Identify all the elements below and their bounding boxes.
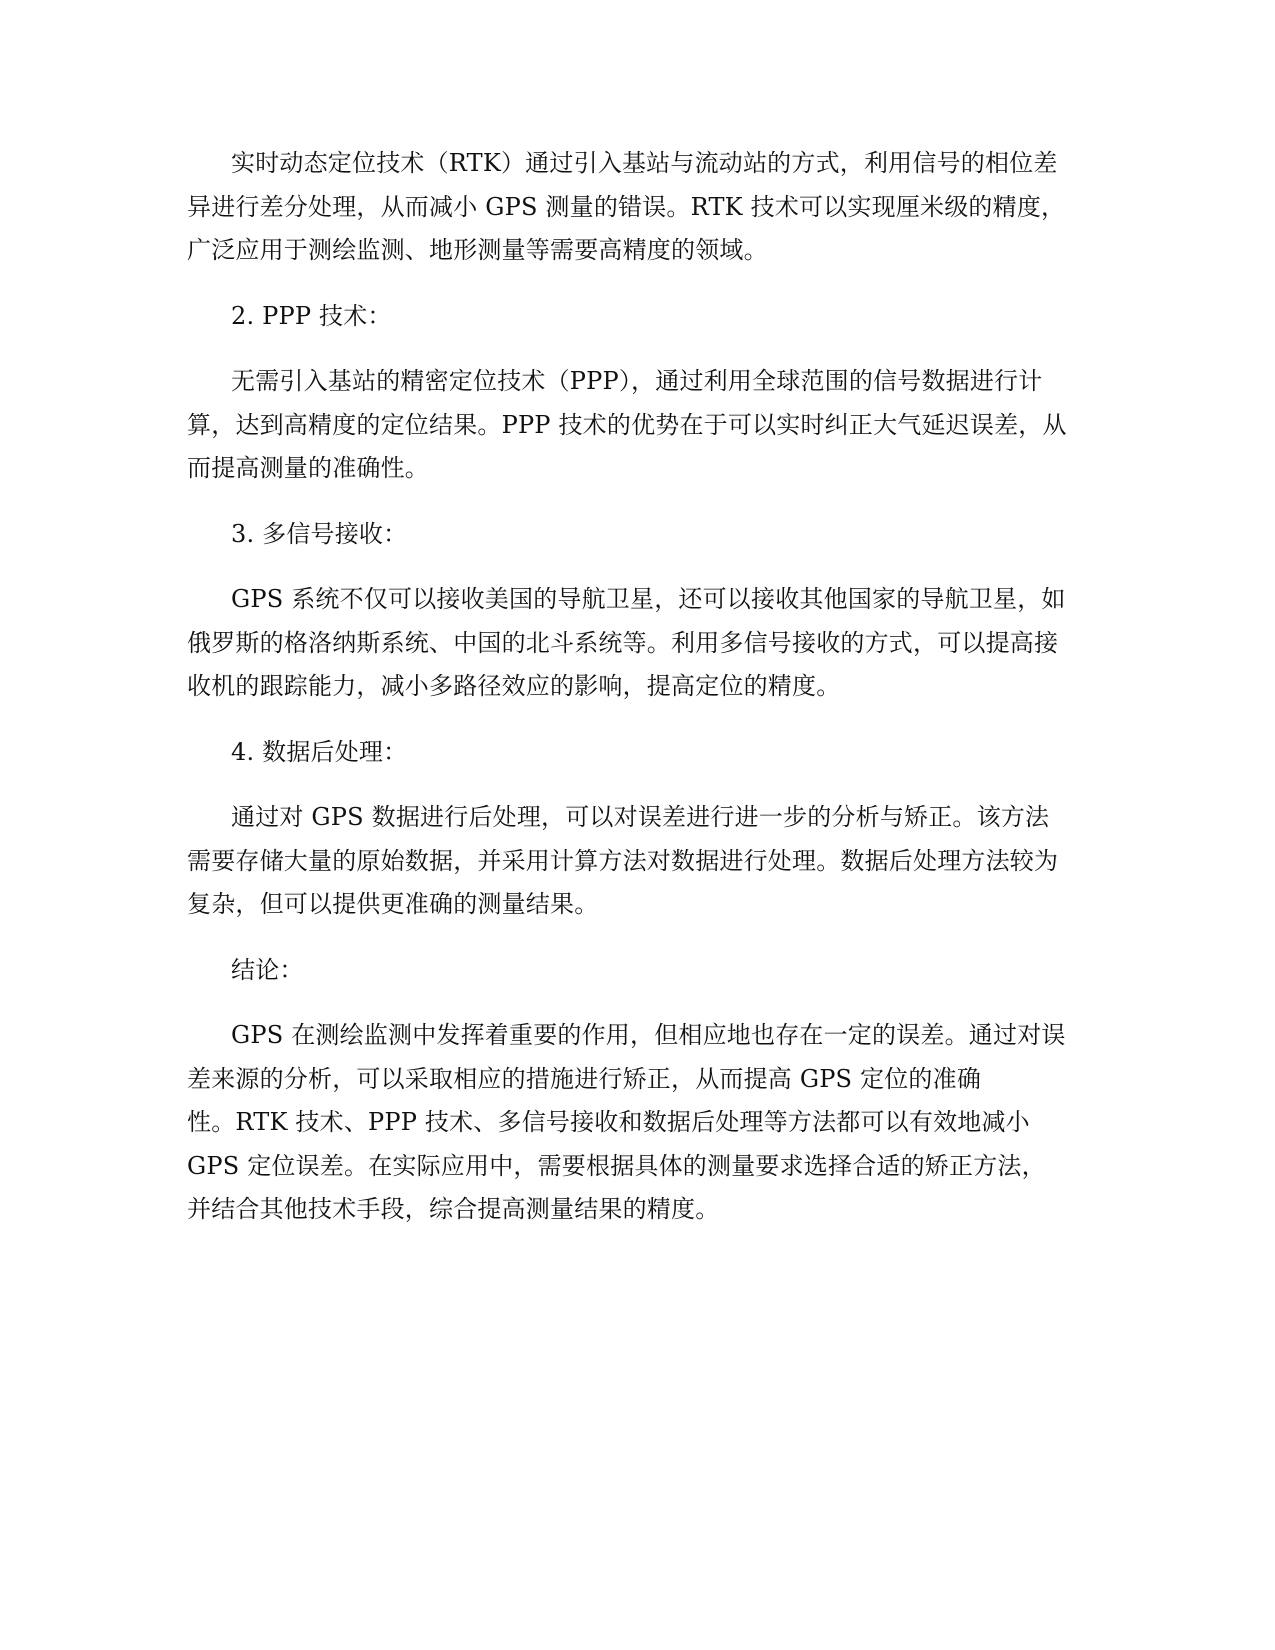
document-body: [187, 142, 1092, 1254]
paragraph-multi-signal-description: GPS 系统不仅可以接收美国的导航卫星，还可以接收其他国家的导航卫星，如 俄罗斯的格洛纳斯系统、中国的北斗系统等。利用多信号接收的方式，可以提高接 收机的跟踪能力，减小多路径效应的影响，提高定位的精度。: [187, 585, 1066, 700]
heading-post-processing: 4. 数据后处理：: [231, 737, 408, 766]
heading-multi-signal: 3. 多信号接收：: [231, 519, 408, 548]
paragraph-post-processing-description: 通过对 GPS 数据进行后处理，可以对误差进行进一步的分析与矫正。该方法 需要存储大量的原始数据，并采用计算方法对数据进行处理。数据后处理方法较为 复杂，但可以提供更准确的测量结果。: [187, 803, 1059, 918]
paragraph-conclusion: GPS 在测绘监测中发挥着重要的作用，但相应地也存在一定的误差。通过对误 差来源的分析，可以采取相应的措施进行矫正，从而提高 GPS 定位的准确 性。RTK 技术、PPP 技术、多信号接收和数据后处理等方法都可以有效地减小 GPS 定位误差。在实际应用中，需要根据具体的测量要求选择合适的矫正方法， 并结合其他技术手段，综合提高测量结果的精度。: [187, 1021, 1066, 1223]
heading-conclusion: 结论：: [231, 955, 304, 984]
heading-ppp: 2. PPP 技术：: [231, 301, 392, 330]
paragraph-ppp-description: 无需引入基站的精密定位技术（PPP），通过利用全球范围的信号数据进行计 算，达到高精度的定位结果。PPP 技术的优势在于可以实时纠正大气延迟误差，从 而提高测量的准确性。: [187, 367, 1067, 482]
paragraph-rtk-description: 实时动态定位技术（RTK）通过引入基站与流动站的方式，利用信号的相位差 异进行差分处理，从而减小 GPS 测量的错误。RTK 技术可以实现厘米级的精度， 广泛应用于测绘监测、地形测量等需要高精度的领域。: [187, 149, 1066, 264]
